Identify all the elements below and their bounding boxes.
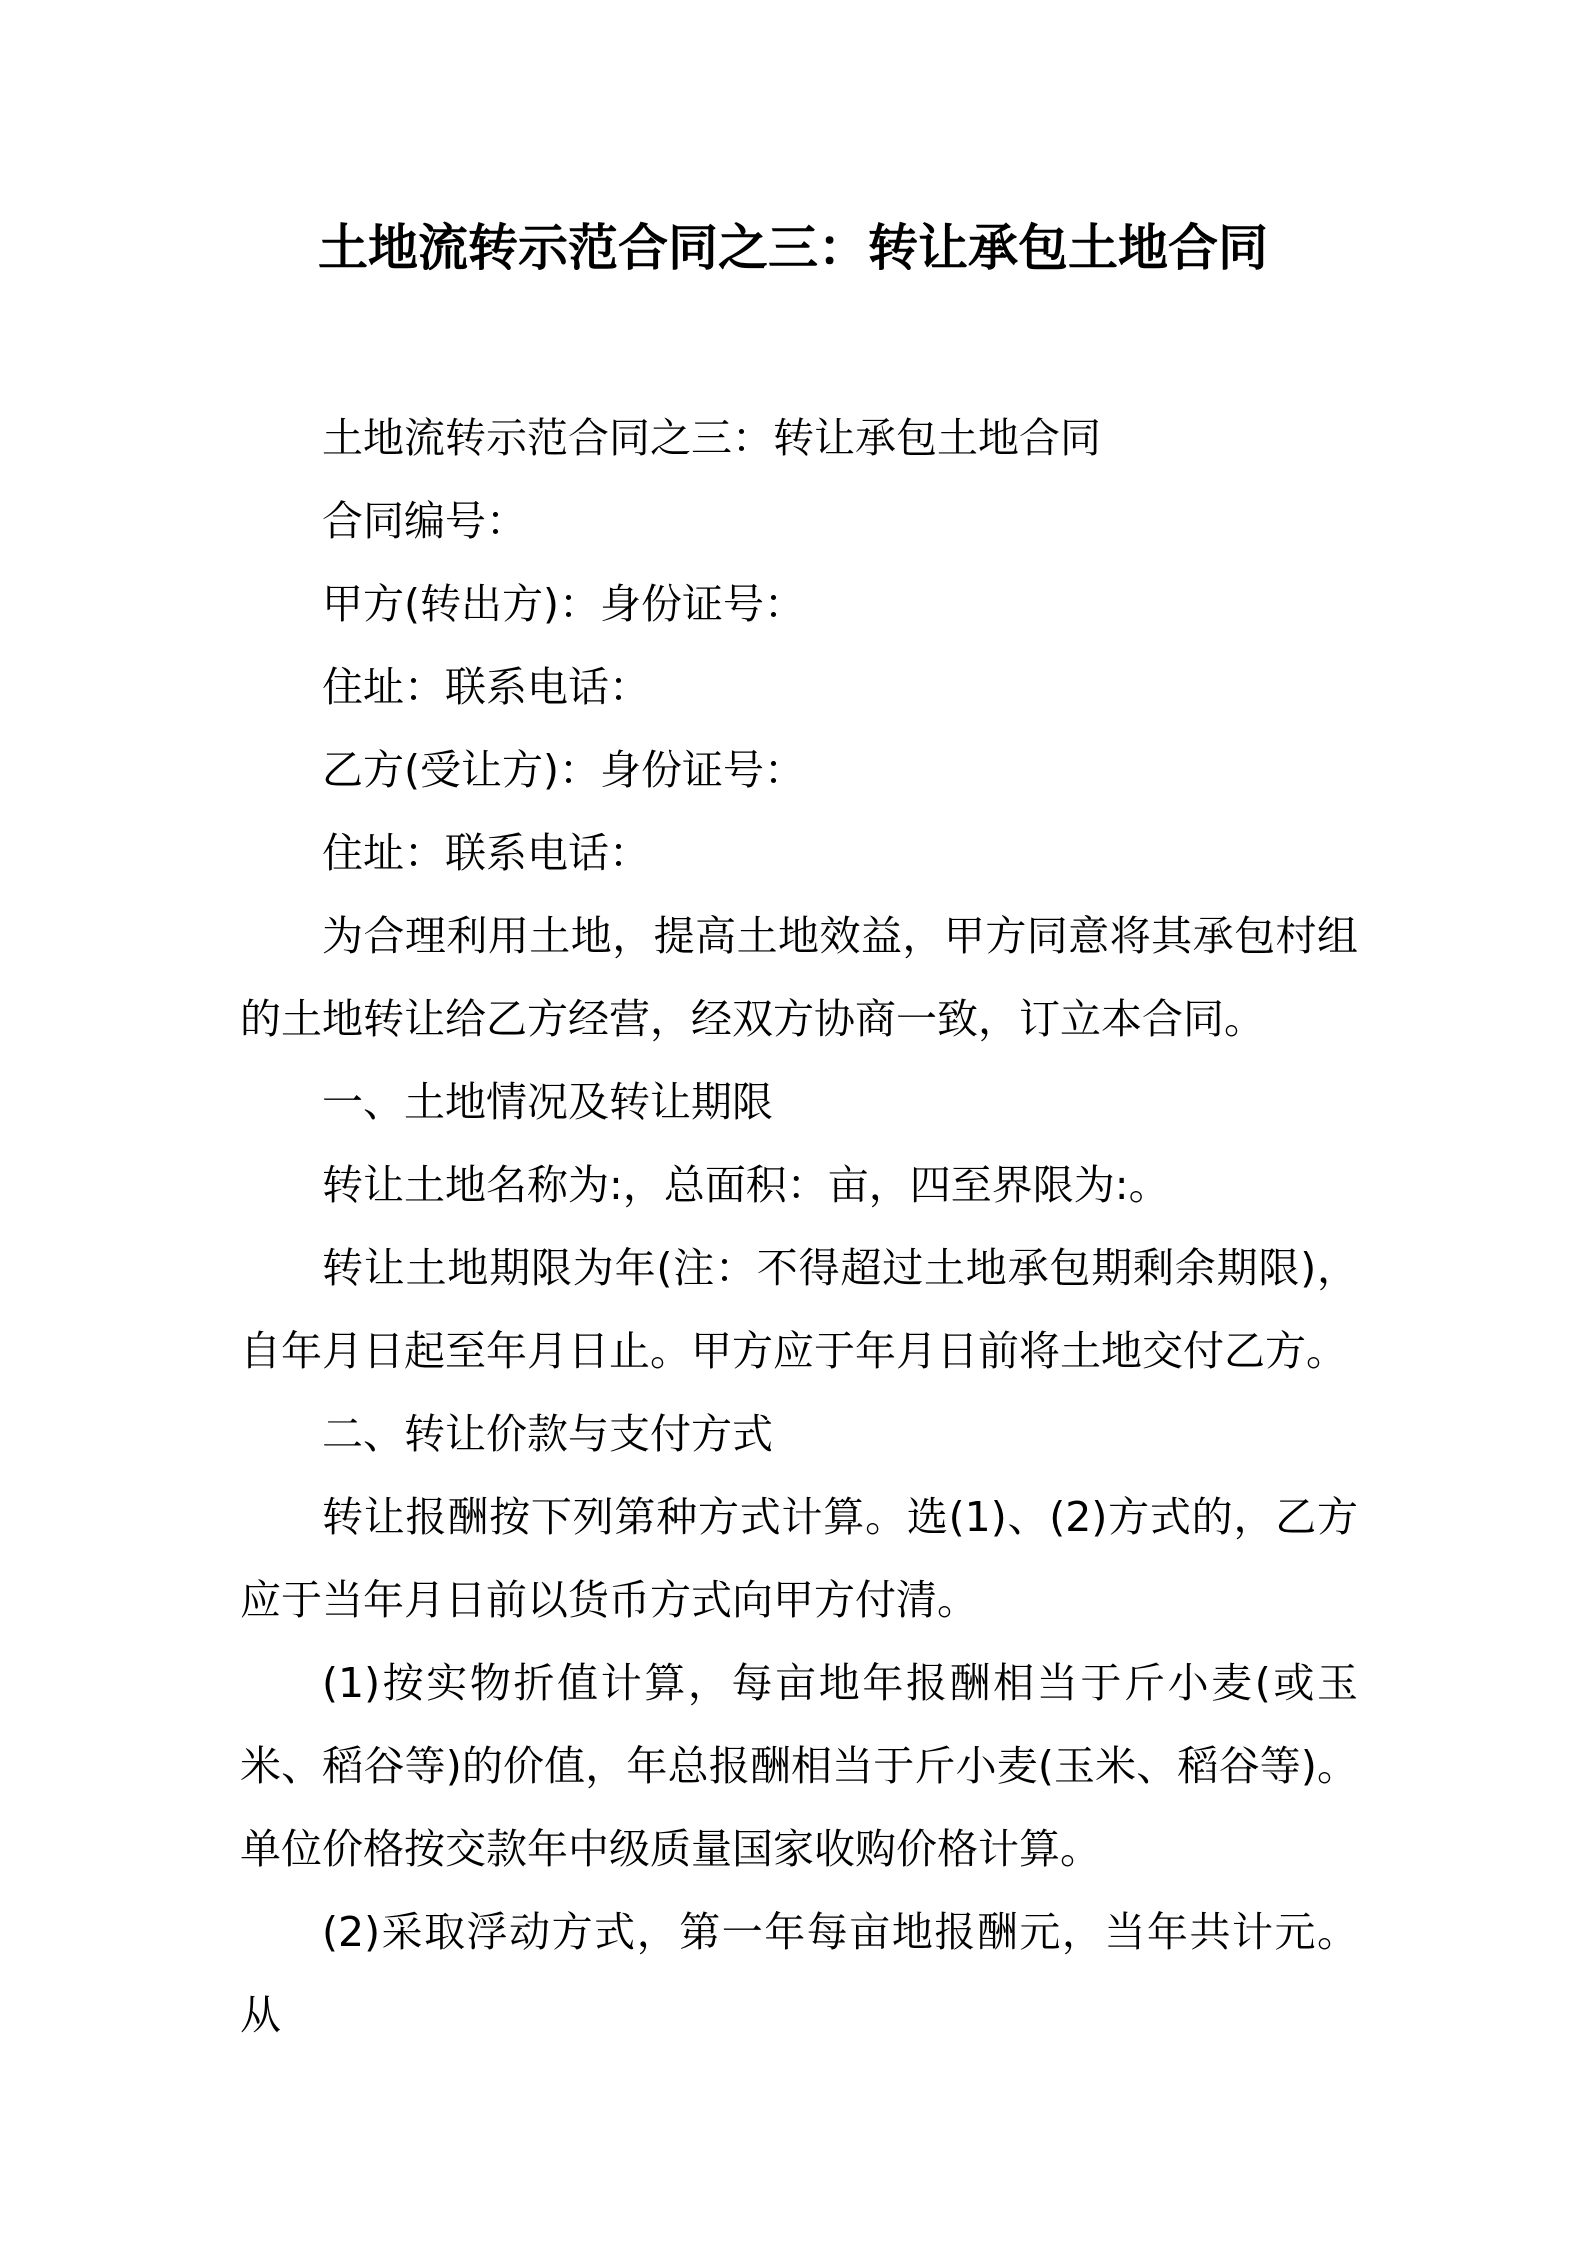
- section-heading-land-and-term: 一、土地情况及转让期限: [322, 1078, 773, 1126]
- paragraph-transfer-term: 转让土地期限为年(注：不得超过土地承包期剩余期限)，自年月日起至年月日止。甲方应于年月日前将土地交付乙方。: [240, 1244, 1358, 1375]
- paragraph-heading-repeat: 土地流转示范合同之三：转让承包土地合同: [322, 414, 1101, 462]
- paragraph-party-b: 乙方(受让方)：身份证号：: [322, 746, 805, 794]
- paragraph-party-a: 甲方(转出方)：身份证号：: [322, 580, 805, 628]
- paragraph-option-1: (1)按实物折值计算，每亩地年报酬相当于斤小麦(或玉米、稻谷等)的价值，年总报酬相当于斤小麦(玉米、稻谷等)。单位价格按交款年中级质量国家收购价格计算。: [240, 1659, 1358, 1873]
- paragraph-party-b-address: 住址：联系电话：: [322, 829, 650, 877]
- document-title: 土地流转示范合同之三：转让承包土地合同: [318, 219, 1268, 277]
- paragraph-preamble: 为合理利用土地，提高土地效益，甲方同意将其承包村组的土地转让给乙方经营，经双方协商一致，订立本合同。: [240, 912, 1358, 1043]
- paragraph-option-2: (2)采取浮动方式，第一年每亩地报酬元，当年共计元。从: [240, 1908, 1358, 2039]
- paragraph-party-a-address: 住址：联系电话：: [322, 663, 650, 711]
- document-body: [240, 397, 1358, 2057]
- paragraph-contract-number: 合同编号：: [322, 497, 527, 545]
- paragraph-payment-method: 转让报酬按下列第种方式计算。选(1)、(2)方式的，乙方应于当年月日前以货币方式向甲方付清。: [240, 1493, 1358, 1624]
- section-heading-price-and-payment: 二、转让价款与支付方式: [322, 1410, 773, 1458]
- paragraph-land-description: 转让土地名称为:，总面积：亩，四至界限为:。: [322, 1161, 1170, 1209]
